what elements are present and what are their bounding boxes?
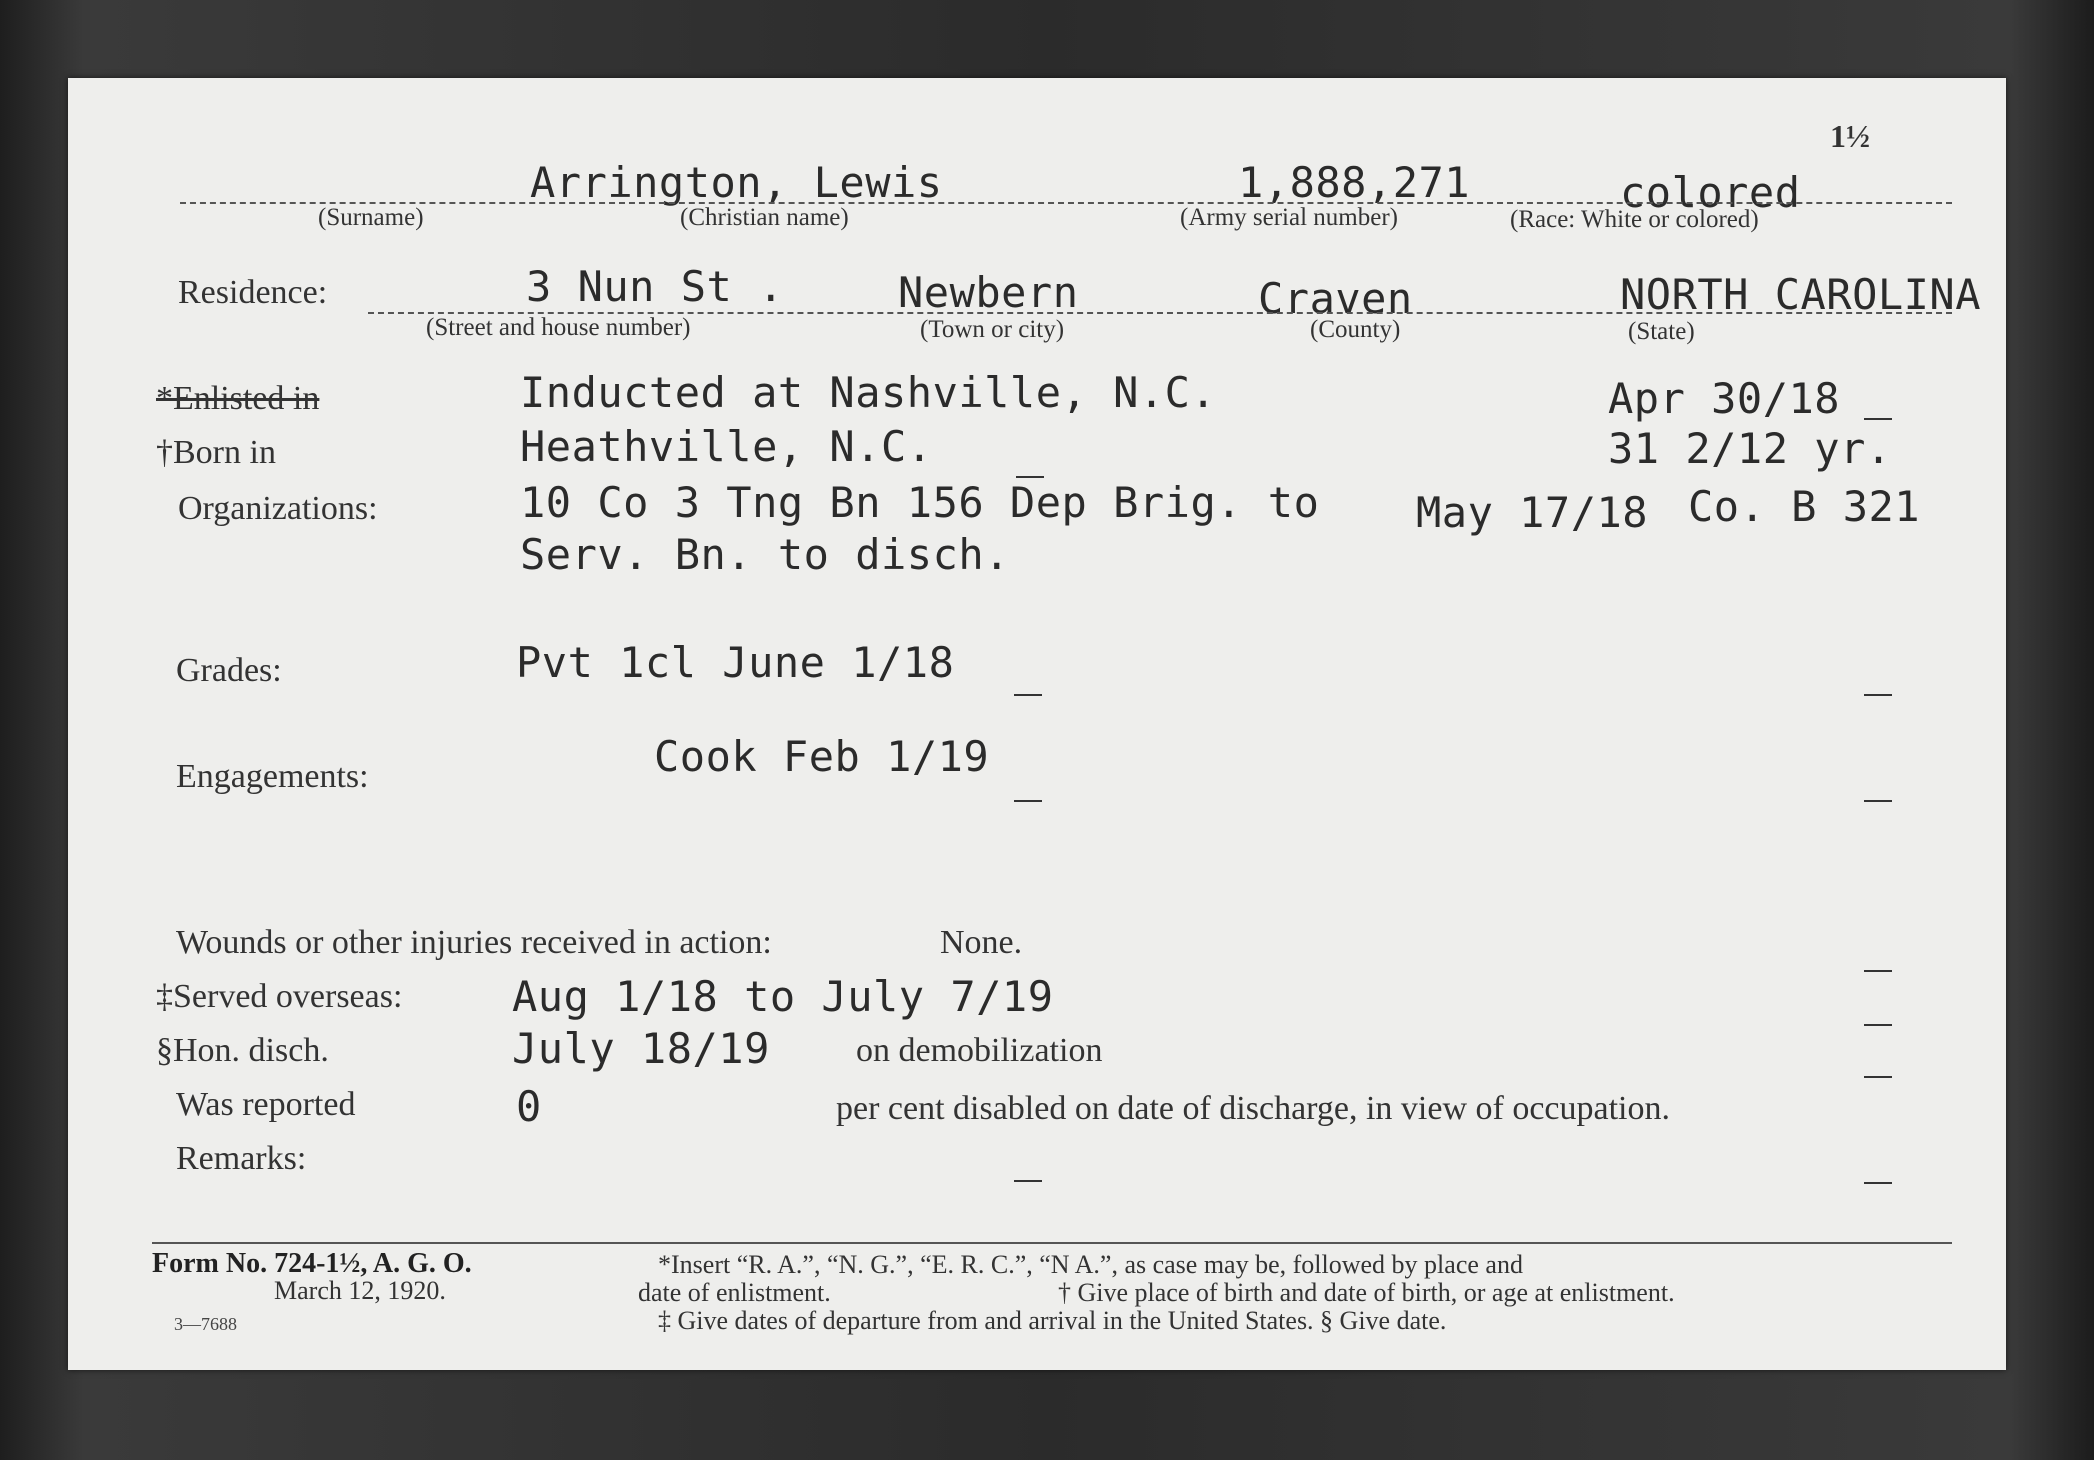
surname-caption: (Surname) — [318, 204, 424, 231]
engagements-label: Engagements: — [176, 758, 369, 795]
state-value: NORTH CAROLINA — [1620, 270, 1982, 319]
enlisted-dash — [1864, 418, 1892, 420]
enlisted-label: *Enlisted in — [156, 380, 320, 417]
remarks-label: Remarks: — [176, 1140, 307, 1177]
surname-value: Arrington, Lewis — [530, 158, 943, 207]
overseas-label: ‡Served overseas: — [156, 978, 403, 1015]
form-date: March 12, 1920. — [274, 1276, 446, 1305]
footnote-birth: † Give place of birth and date of birth, or age at enlistment. — [1058, 1278, 1675, 1307]
footnote-insert: *Insert “R. A.”, “N. G.”, “E. R. C.”, “N A.”, as case may be, followed by place and — [658, 1250, 1523, 1279]
form-number: Form No. 724-1½, A. G. O. — [152, 1248, 472, 1279]
street-caption: (Street and house number) — [426, 314, 691, 341]
race-value: colored — [1620, 168, 1801, 217]
discharge-value: July 18/19 — [512, 1024, 770, 1073]
born-age: 31 2/12 yr. — [1608, 424, 1892, 473]
grades-line2: Cook Feb 1/19 — [654, 732, 990, 781]
county-value: Craven — [1258, 274, 1413, 323]
engagements-right-dash — [1864, 800, 1892, 802]
town-caption: (Town or city) — [920, 316, 1065, 343]
race-caption: (Race: White or colored) — [1510, 206, 1759, 233]
enlisted-date: Apr 30/18 — [1608, 374, 1841, 423]
reported-label: Was reported — [176, 1086, 356, 1123]
engagements-dash — [1014, 800, 1042, 802]
christian-caption: (Christian name) — [680, 204, 849, 231]
footnote-enlistment: date of enlistment. — [638, 1278, 831, 1307]
organizations-label: Organizations: — [178, 490, 378, 527]
grades-right-dash — [1864, 694, 1892, 696]
organizations-line1: 10 Co 3 Tng Bn 156 Dep Brig. to — [520, 478, 1320, 527]
remarks-right-dash — [1864, 1182, 1892, 1184]
organizations-date: May 17/18 — [1416, 488, 1649, 537]
grades-dash — [1014, 694, 1042, 696]
wounds-dash — [1864, 970, 1892, 972]
residence-label: Residence: — [178, 274, 328, 311]
header-rule — [180, 202, 1952, 204]
born-label: †Born in — [156, 434, 276, 471]
serial-caption: (Army serial number) — [1180, 204, 1398, 231]
enlisted-value: Inducted at Nashville, N.C. — [520, 368, 1217, 417]
overseas-value: Aug 1/18 to July 7/19 — [512, 972, 1054, 1021]
organizations-end: Co. B 321 — [1688, 482, 1921, 531]
street-value: 3 Nun St . — [526, 262, 784, 311]
discharge-note: on demobilization — [856, 1032, 1103, 1069]
wounds-value: None. — [940, 924, 1023, 961]
reported-text: per cent disabled on date of discharge, in view of occupation. — [836, 1090, 1670, 1127]
overseas-dash — [1864, 1024, 1892, 1026]
footer-rule — [152, 1242, 1952, 1244]
remarks-dash — [1014, 1180, 1042, 1182]
reported-value: 0 — [516, 1082, 542, 1131]
serial-value: 1,888,271 — [1238, 158, 1471, 207]
footnote-overseas: ‡ Give dates of departure from and arrival in the United States. § Give date. — [658, 1306, 1447, 1335]
state-caption: (State) — [1628, 318, 1695, 345]
print-code: 3—7688 — [174, 1314, 237, 1334]
grades-label: Grades: — [176, 652, 282, 689]
organizations-line2: Serv. Bn. to disch. — [520, 530, 1010, 579]
grades-line1: Pvt 1cl June 1/18 — [516, 638, 955, 687]
county-caption: (County) — [1310, 316, 1401, 343]
discharge-dash — [1864, 1076, 1892, 1078]
discharge-label: §Hon. disch. — [156, 1032, 329, 1069]
born-value: Heathville, N.C. — [520, 422, 933, 471]
record-card — [68, 78, 2006, 1370]
town-value: Newbern — [898, 268, 1079, 317]
wounds-label: Wounds or other injuries received in action: — [176, 924, 772, 961]
corner-mark: 1½ — [1830, 118, 1870, 154]
